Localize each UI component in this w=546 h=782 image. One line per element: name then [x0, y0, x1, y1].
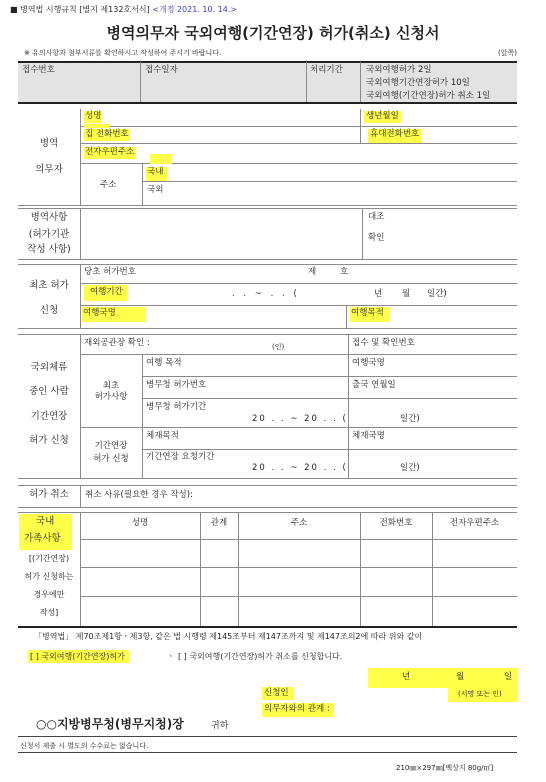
email-label: 전자우편주소	[85, 147, 135, 157]
relation-label: 의무자와의 관계 :	[262, 703, 334, 717]
email-highlight	[150, 154, 172, 164]
regulation-text: 병역법 시행규칙 [별지 제132호서식]	[20, 5, 150, 14]
date-highlight	[368, 668, 518, 688]
sign-month: 월	[456, 672, 465, 682]
period-year: 년	[374, 289, 383, 299]
family-note-1: [(기간연장)	[28, 554, 70, 563]
name-label: 성명	[85, 111, 102, 121]
permit-ho: 호	[340, 267, 349, 277]
sign-day: 일	[504, 672, 513, 682]
reception-label: 접수 및 확인번호	[352, 338, 415, 348]
statement-option-1: [ ] 국외여행(기간연장)허가	[28, 650, 129, 663]
office-period-fill: 20 . . ~ 20 . . (	[252, 414, 348, 424]
period-days: 일간)	[427, 289, 447, 299]
family-label-2: 가족사항	[24, 533, 61, 544]
receipt-date-label: 접수일자	[145, 65, 178, 75]
req-period-days: 일간)	[400, 463, 420, 473]
applicant-sign-label: 신청인	[262, 687, 293, 700]
first-permit-label-2: 허가사항	[94, 392, 128, 402]
statement-line-1: 「병역법」 제70조제1항ㆍ제3항, 같은 법 시행령 제145조부터 제147조까지 및 제147조의2에 따라 위와 같이	[34, 632, 423, 641]
name-highlight	[84, 124, 110, 128]
mobile-label: 휴대전화번호	[368, 129, 421, 143]
family-note-2: 허가 신청하는	[24, 572, 74, 581]
period-3: 국외여행(기간연장)허가 취소 1일	[366, 91, 491, 101]
extension-label-1: 국외체류	[30, 362, 68, 373]
form-title: 병역의무자 국외여행(기간연장) 허가(취소) 신청서	[106, 24, 440, 42]
first-permit-label-1: 최초	[102, 381, 120, 391]
military-label-1: 병역사항	[30, 212, 68, 223]
paper-spec: 210㎜×297㎜[백상지 80g/㎡]	[396, 764, 494, 772]
first-label-1: 최초 허가	[29, 280, 69, 291]
recipient-suffix: 귀하	[211, 721, 229, 731]
ext-request-label-1: 기간연장	[94, 441, 128, 451]
permit-no-label: 당초 허가번호	[84, 267, 136, 277]
address-label: 주소	[100, 180, 117, 190]
period-2: 국외여행기간연장허가 10일	[366, 78, 470, 88]
sign-year: 년	[402, 672, 411, 682]
purpose-label: 여행목적	[350, 307, 390, 322]
family-col-address: 주소	[290, 518, 308, 528]
applicant-label-2: 의무자	[35, 164, 63, 175]
stay-purpose-label: 체재목적	[146, 431, 179, 441]
notice: ※ 유의사항과 첨부서류를 확인하시고 작성하여 주시기 바랍니다.	[24, 49, 222, 57]
family-note-4: 작성]	[39, 608, 59, 617]
overseas-label: 국외	[147, 185, 164, 195]
family-note-3: 경우에만	[33, 590, 65, 599]
family-label-1: 국내	[36, 516, 55, 527]
signature-note: (서명 또는 인)	[458, 690, 502, 698]
domestic-label: 국내	[146, 167, 167, 181]
home-phone-label: 집 전화번호	[85, 129, 129, 139]
ext-purpose-label: 여행 목적	[146, 358, 182, 368]
ext-request-label-2: 허가 신청	[93, 454, 129, 464]
cancel-reason-label: 취소 사유(필요한 경우 작성):	[85, 490, 193, 500]
statement-sep: ㆍ	[167, 652, 175, 661]
military-label-2: (허가기관	[28, 229, 70, 240]
period-1: 국외여행허가 2일	[366, 65, 432, 75]
req-period-label: 기간연장 요청기간	[146, 452, 215, 462]
recipient-office: ○○지방병무청(병무지청)장	[36, 717, 184, 731]
fee-notice: 신청서 제출 시 별도의 수수료는 없습니다.	[20, 742, 149, 750]
period-month: 월	[402, 289, 411, 299]
req-period-fill: 20 . . ~ 20 . . (	[252, 463, 348, 473]
consulate-label: 재외공관장 확인 :	[84, 338, 150, 348]
consulate-seal: (인)	[272, 343, 285, 351]
family-col-name: 성명	[131, 518, 149, 528]
extension-label-3: 기간연장	[30, 411, 68, 422]
statement-option-2: [ ] 국외여행(기간연장)허가 취소를 신청합니다.	[178, 652, 343, 661]
departure-label: 출국 연월일	[352, 380, 396, 390]
receipt-no-label: 접수번호	[22, 65, 55, 75]
regulation-header	[10, 5, 237, 14]
office-no-label: 병무청 허가번호	[146, 380, 207, 390]
extension-label-2: 중인 사람	[29, 386, 69, 397]
period-fill: . . ~ . . (	[232, 289, 300, 299]
office-period-days: 일간)	[400, 414, 420, 424]
corps-label: 대조	[368, 212, 385, 222]
family-col-phone: 전화번호	[379, 518, 413, 528]
first-label-2: 신청	[39, 305, 59, 316]
birth-label: 생년월일	[366, 111, 399, 121]
family-col-email: 전자우편주소	[449, 518, 500, 528]
office-period-label: 병무청 허가기간	[146, 402, 207, 412]
extension-label-4: 허가 신청	[29, 435, 69, 446]
applicant-label-1: 병역	[39, 138, 59, 149]
period-label: 여행기간	[84, 285, 127, 301]
revision-text: <개정 2021. 10. 14.>	[152, 5, 238, 14]
processing-period-label: 처리기간	[310, 65, 343, 75]
square-bullet-icon: ■	[10, 5, 18, 14]
stay-country-label: 체재국명	[352, 431, 385, 441]
family-col-relation: 관계	[210, 518, 228, 528]
page-side: (앞쪽)	[498, 49, 517, 57]
military-label-3: 작성 사항)	[27, 244, 71, 255]
country-label: 여행국명	[82, 307, 146, 322]
permit-je: 제	[308, 267, 317, 277]
confirm-label: 확인	[368, 233, 385, 243]
cancel-label: 허가 취소	[29, 489, 69, 500]
ext-country-label: 여행국명	[352, 358, 385, 368]
